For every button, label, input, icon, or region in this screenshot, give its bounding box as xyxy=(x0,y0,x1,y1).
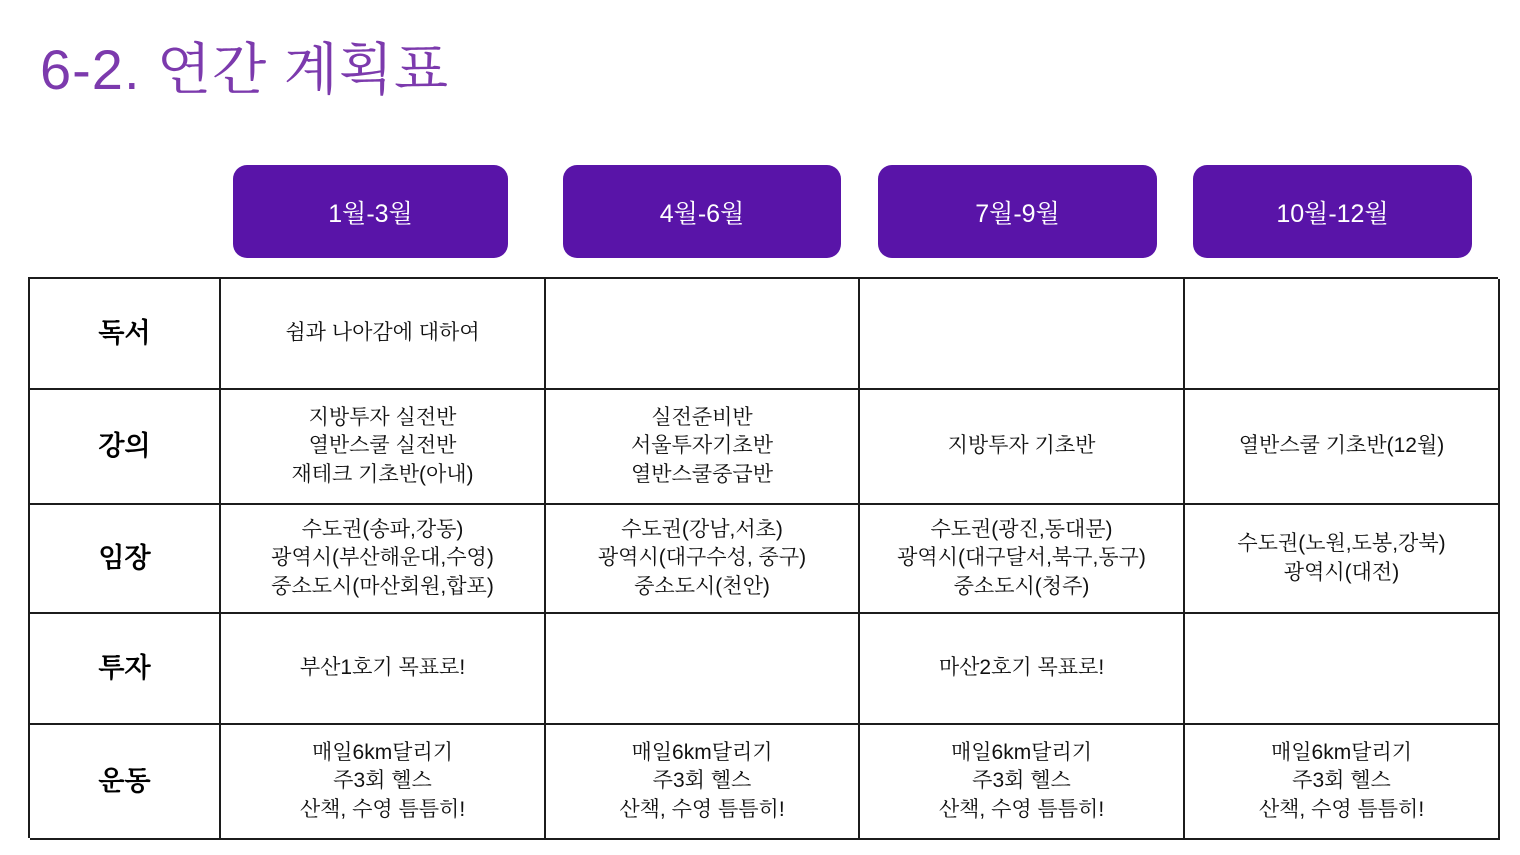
plan-cell-line: 주3회 헬스 xyxy=(1292,769,1391,793)
plan-cell-r3-c1 xyxy=(221,505,546,614)
page-title: 6-2. 연간 계획표 xyxy=(40,38,450,101)
plan-cell-r3-c4 xyxy=(1185,505,1500,614)
quarter-button-4: 10월-12월 xyxy=(1193,165,1472,258)
plan-cell-r5-c2 xyxy=(546,725,860,840)
plan-cell-line: 재테크 기초반(아내) xyxy=(291,462,474,486)
plan-cell-line: 실전준비반 xyxy=(651,405,753,429)
row-label-3: 임장 xyxy=(30,505,221,614)
plan-cell-r4-c4 xyxy=(1185,614,1500,725)
plan-cell-line: 광역시(대구달서,북구,동구) xyxy=(897,546,1146,570)
plan-cell-r1-c3 xyxy=(860,279,1185,390)
plan-cell-line: 매일6km달리기 xyxy=(950,740,1093,764)
plan-cell-line: 열반스쿨 기초반(12월) xyxy=(1238,434,1445,458)
row-label-4: 투자 xyxy=(30,614,221,725)
plan-cell-r5-c1 xyxy=(221,725,546,840)
plan-cell-r2-c1 xyxy=(221,390,546,505)
plan-table xyxy=(28,277,1498,838)
row-label-5: 운동 xyxy=(30,725,221,840)
plan-cell-r5-c4 xyxy=(1185,725,1500,840)
plan-cell-line: 매일6km달리기 xyxy=(631,740,773,764)
plan-cell-line: 산책, 수영 틈틈히! xyxy=(299,797,466,821)
plan-cell-line: 지방투자 기초반 xyxy=(947,434,1096,458)
plan-cell-r3-c3 xyxy=(860,505,1185,614)
plan-cell-r4-c1 xyxy=(221,614,546,725)
plan-cell-r5-c3 xyxy=(860,725,1185,840)
plan-cell-line: 산책, 수영 틈틈히! xyxy=(1258,797,1425,821)
plan-cell-r2-c4 xyxy=(1185,390,1500,505)
plan-cell-line: 중소도시(천안) xyxy=(634,574,770,598)
plan-cell-line: 중소도시(마산회원,합포) xyxy=(271,574,494,598)
plan-cell-line: 산책, 수영 틈틈히! xyxy=(619,797,785,821)
quarter-button-1: 1월-3월 xyxy=(233,165,508,258)
plan-cell-r2-c2 xyxy=(546,390,860,505)
plan-cell-line: 부산1호기 목표로! xyxy=(299,656,466,680)
row-label-2: 강의 xyxy=(30,390,221,505)
plan-cell-line: 주3회 헬스 xyxy=(972,769,1071,793)
plan-cell-line: 열반스쿨 실전반 xyxy=(308,434,457,458)
plan-cell-line: 수도권(광진,동대문) xyxy=(930,517,1113,541)
plan-cell-r4-c3 xyxy=(860,614,1185,725)
plan-cell-line: 중소도시(청주) xyxy=(953,574,1090,598)
quarter-button-2: 4월-6월 xyxy=(563,165,841,258)
plan-cell-r1-c4 xyxy=(1185,279,1500,390)
plan-cell-line: 광역시(부산해운대,수영) xyxy=(271,546,494,570)
quarter-button-3: 7월-9월 xyxy=(878,165,1157,258)
plan-cell-r1-c1 xyxy=(221,279,546,390)
plan-cell-line: 지방투자 실전반 xyxy=(308,405,457,429)
plan-cell-r4-c2 xyxy=(546,614,860,725)
row-label-1: 독서 xyxy=(30,279,221,390)
plan-cell-line: 광역시(대전) xyxy=(1283,560,1400,584)
plan-cell-line: 열반스쿨중급반 xyxy=(630,462,773,486)
plan-cell-line: 산책, 수영 틈틈히! xyxy=(938,797,1105,821)
plan-cell-line: 수도권(송파,강동) xyxy=(301,517,464,541)
plan-cell-line: 수도권(노원,도봉,강북) xyxy=(1237,532,1446,556)
plan-cell-line: 광역시(대구수성, 중구) xyxy=(597,546,807,570)
plan-cell-line: 서울투자기초반 xyxy=(630,434,773,458)
plan-cell-line: 주3회 헬스 xyxy=(652,769,752,793)
plan-cell-r2-c3 xyxy=(860,390,1185,505)
plan-cell-r1-c2 xyxy=(546,279,860,390)
plan-cell-r3-c2 xyxy=(546,505,860,614)
plan-cell-line: 매일6km달리기 xyxy=(311,740,454,764)
plan-cell-line: 마산2호기 목표로! xyxy=(938,656,1105,680)
plan-cell-line: 주3회 헬스 xyxy=(333,769,432,793)
plan-cell-line: 매일6km달리기 xyxy=(1270,740,1413,764)
plan-cell-line: 쉼과 나아감에 대하여 xyxy=(285,321,480,345)
plan-cell-line: 수도권(강남,서초) xyxy=(621,517,783,541)
